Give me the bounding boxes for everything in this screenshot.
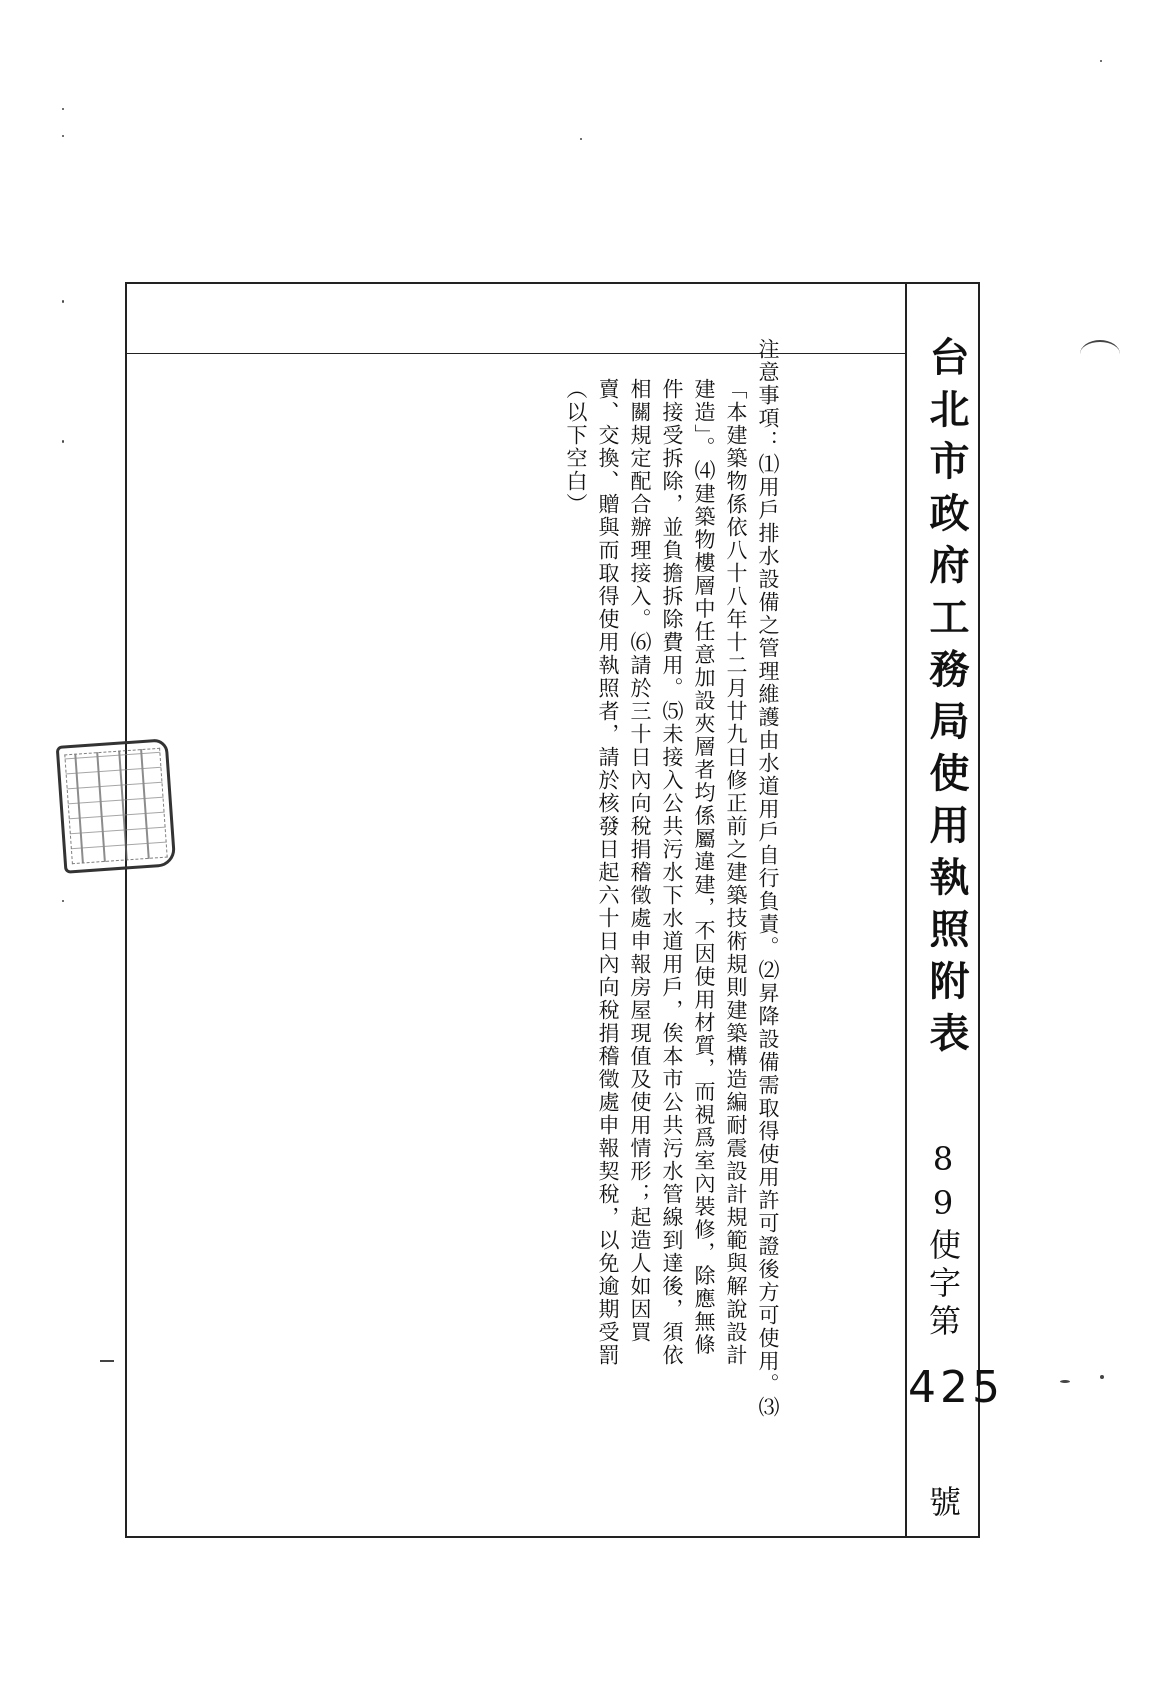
note-line: 賣、交換、贈與而取得使用執照者，請於核發日起六十日內向稅捐稽徵處申報契稅，以免逾期受罰	[596, 378, 620, 1367]
permit-prefix: 89使字第	[924, 1140, 962, 1342]
header-rule	[125, 353, 905, 354]
seal-pattern	[64, 748, 167, 864]
scan-speck	[62, 900, 64, 902]
document-frame	[125, 282, 980, 1538]
scan-speck	[580, 138, 582, 140]
scan-speck	[100, 1360, 114, 1362]
scan-speck	[1100, 1375, 1104, 1379]
document-title: 台北市政府工務局使用執照附表	[923, 336, 970, 1064]
note-line: 建造」。⑷建築物樓層中任意加設夾層者均係屬違建，不因使用材質，而視爲室內裝修，除應無條	[692, 378, 716, 1357]
note-line: 件接受拆除，並負擔拆除費用。⑸未接入公共污水下水道用戶，俟本市公共污水管線到達後，須依	[660, 378, 684, 1367]
official-seal-icon	[56, 738, 177, 874]
permit-suffix: 號	[924, 1485, 962, 1517]
note-line: （以下空白）	[564, 378, 588, 516]
note-line: 注意事項：⑴用戶排水設備之管理維護由水道用戶自行負責。⑵昇降設備需取得使用許可證後方可使用。⑶	[756, 338, 780, 1419]
note-line: 相關規定配合辦理接入。⑹請於三十日內向稅捐稽徵處申報房屋現值及使用情形；起造人如因買	[628, 378, 652, 1344]
scan-speck	[1100, 60, 1102, 62]
scan-speck	[62, 300, 64, 303]
scan-speck	[62, 135, 64, 137]
scan-mark	[1080, 340, 1120, 368]
scan-speck	[1060, 1380, 1070, 1383]
notes-block	[560, 338, 784, 1518]
permit-number: 425	[908, 1362, 1004, 1413]
scan-speck	[62, 440, 64, 443]
scan-speck	[62, 108, 64, 110]
note-line: 「本建築物係依八十八年十二月廿九日修正前之建築技術規則建築構造編耐震設計規範與解說設計	[724, 378, 748, 1367]
